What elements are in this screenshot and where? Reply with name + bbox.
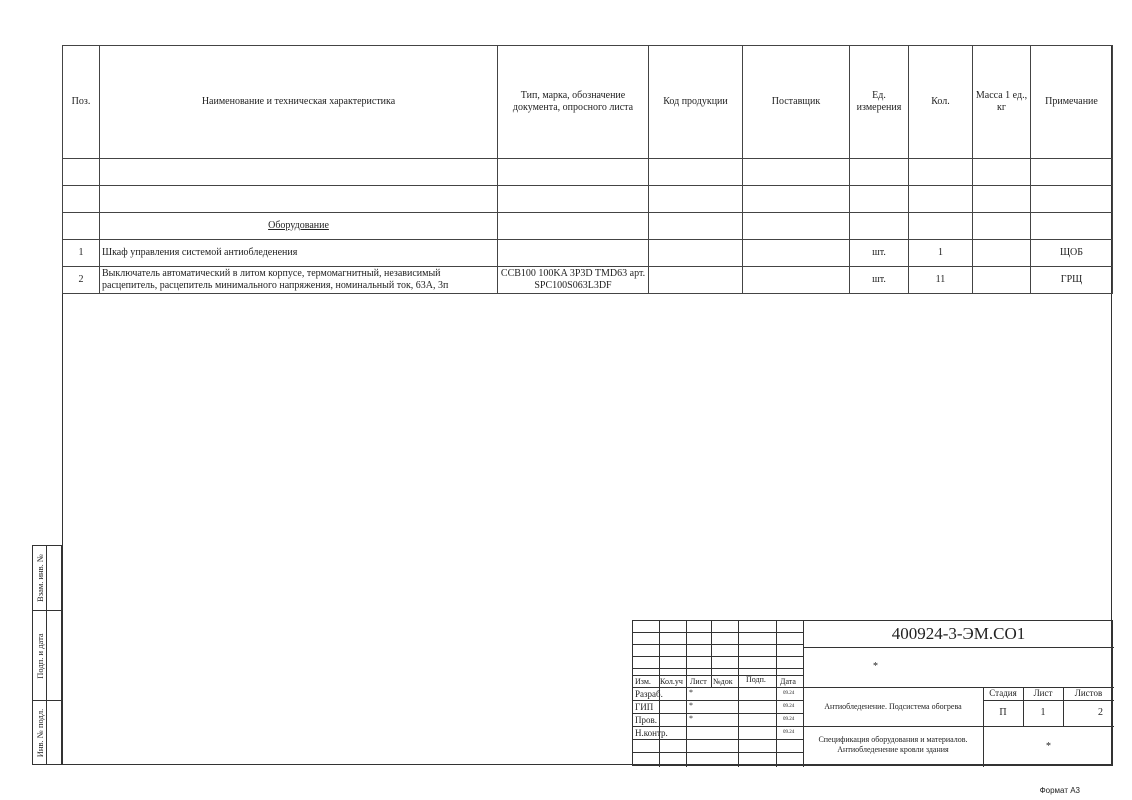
table-row-empty xyxy=(63,186,1113,213)
sheets-label: Листов xyxy=(1074,688,1103,698)
role-prov-name: * xyxy=(689,714,693,723)
col-izm: Изм. xyxy=(635,677,651,686)
role-prov-date: 09.24 xyxy=(783,717,795,722)
header-name: Наименование и техническая характеристика xyxy=(100,46,498,159)
role-nkontr: Н.контр. xyxy=(635,728,668,738)
stamp-inv xyxy=(32,700,62,765)
sheet-value: 1 xyxy=(1040,707,1046,718)
stamp-vzam xyxy=(32,545,62,611)
format-label: Формат А3 xyxy=(1039,786,1080,795)
col-list: Лист xyxy=(690,677,707,686)
cell-note: ЩОБ xyxy=(1031,240,1113,267)
doc-title: Спецификация оборудования и материалов. Антиобледенение кровли здания xyxy=(818,735,968,754)
header-type: Тип, марка, обозначение документа, опросного листа xyxy=(498,46,649,159)
stamp-vzam-label: Взам. инв. № xyxy=(34,554,45,602)
header-unit: Ед. измерения xyxy=(850,46,909,159)
doc-code: 400924-3-ЭМ.СО1 xyxy=(891,624,1026,643)
side-stamp xyxy=(32,545,62,765)
header-mass: Масса 1 ед., кг xyxy=(973,46,1031,159)
stamp-podp-label: Подп. и дата xyxy=(34,632,45,679)
stage-value: П xyxy=(999,707,1007,718)
role-razrab-name: * xyxy=(689,688,693,697)
stamp-inv-label: Инв. № подл. xyxy=(34,708,45,757)
table-row xyxy=(63,240,1113,267)
cell-unit: шт. xyxy=(850,267,909,294)
header-note: Примечание xyxy=(1031,46,1113,159)
role-gip-date: 09.24 xyxy=(783,704,795,709)
org-star: * xyxy=(1046,741,1051,752)
doc-star: * xyxy=(873,661,878,672)
cell-pos: 1 xyxy=(63,240,100,267)
role-gip: ГИП xyxy=(635,702,654,712)
role-prov: Пров. xyxy=(635,715,657,725)
sheets-value: 2 xyxy=(1098,707,1103,718)
cell-qty: 11 xyxy=(909,267,973,294)
header-code: Код продукции xyxy=(649,46,743,159)
header-supplier: Поставщик xyxy=(743,46,850,159)
role-razrab: Разраб. xyxy=(635,689,663,699)
section-title: Оборудование xyxy=(100,213,498,240)
title-block xyxy=(632,620,1113,766)
role-nkontr-date: 09.24 xyxy=(783,730,795,735)
col-podp: Подп. xyxy=(746,675,766,684)
cell-pos: 2 xyxy=(63,267,100,294)
cell-name: Шкаф управления системой антиобледенения xyxy=(100,240,498,267)
role-gip-name: * xyxy=(689,701,693,710)
table-row xyxy=(63,267,1113,294)
stamp-podp xyxy=(32,610,62,701)
specification-table xyxy=(62,45,1113,294)
col-kolch: Кол.уч xyxy=(660,677,683,686)
cell-type: CCB100 100KA 3P3D TMD63 арт. SPC100S063L3DF xyxy=(498,267,649,294)
cell-unit: шт. xyxy=(850,240,909,267)
col-ndok: №док xyxy=(713,677,733,686)
role-razrab-date: 09.24 xyxy=(783,691,795,696)
cell-name: Выключатель автоматический в литом корпусе, термомагнитный, независимый расцепитель, расцепитель минимального напряжения, номинальный ток, 63А, 3п xyxy=(100,267,498,294)
cell-qty: 1 xyxy=(909,240,973,267)
cell-type xyxy=(498,240,649,267)
object-name: Антиобледенение. Подсистема обогрева xyxy=(824,702,962,711)
table-row-empty xyxy=(63,159,1113,186)
col-data: Дата xyxy=(780,677,796,686)
table-row-section xyxy=(63,213,1113,240)
stage-label: Стадия xyxy=(989,688,1017,698)
header-pos: Поз. xyxy=(63,46,100,159)
header-qty: Кол. xyxy=(909,46,973,159)
sheet-label: Лист xyxy=(1033,688,1053,698)
cell-note: ГРЩ xyxy=(1031,267,1113,294)
